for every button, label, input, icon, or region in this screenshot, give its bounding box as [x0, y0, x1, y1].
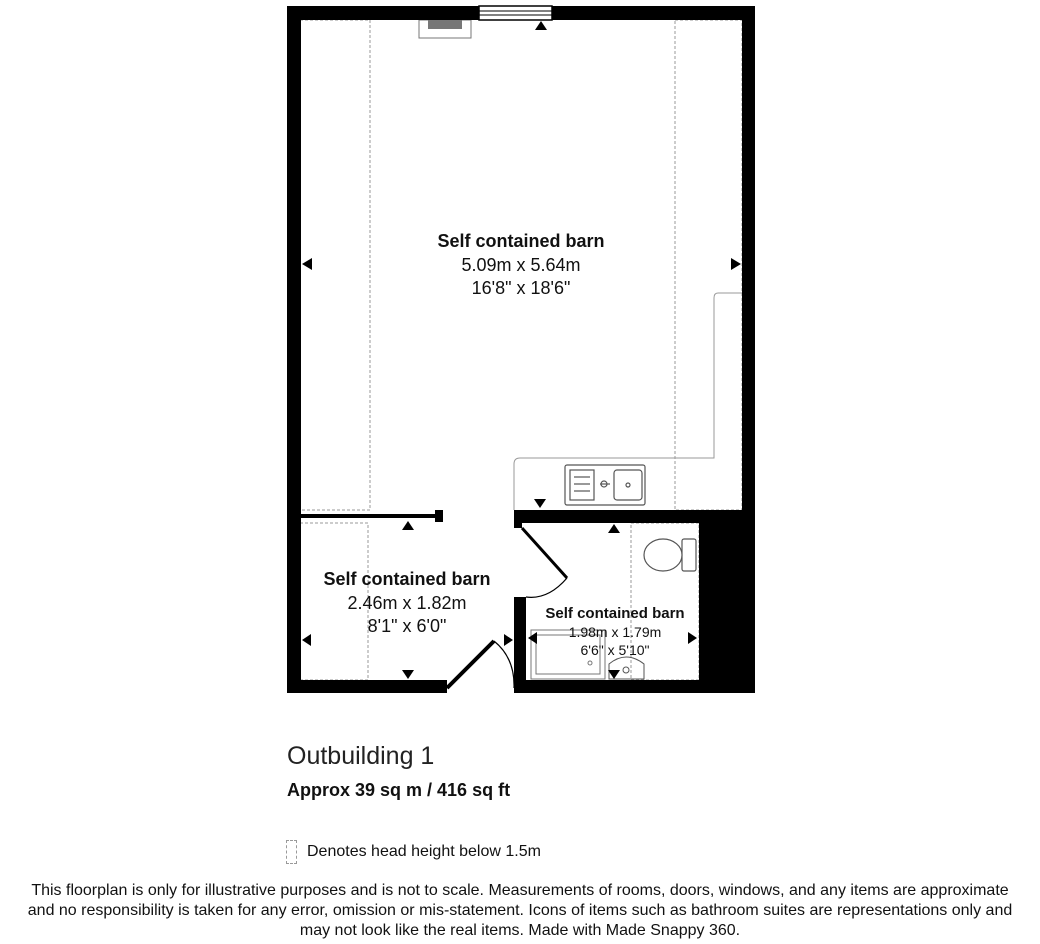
room-label-main: [437, 231, 604, 298]
room-imperial: 16'8" x 18'6": [471, 278, 571, 298]
disclaimer-line: and no responsibility is taken for any error, omission or mis-statement. Icons of items such as bathroom suites are representations only and: [27, 902, 1013, 919]
wall-bathroom-right: [699, 510, 755, 693]
disclaimer-line: may not look like the real items. Made with Made Snappy 360.: [299, 922, 741, 939]
window: [479, 6, 552, 20]
arrow-down-icon: [608, 670, 620, 679]
room-metric: 5.09m x 5.64m: [461, 255, 581, 275]
room-imperial: 6'6" x 5'10": [580, 642, 650, 658]
room-imperial: 8'1" x 6'0": [367, 616, 447, 636]
kitchen-sink-icon: [565, 465, 645, 505]
wall-partition-left: [301, 514, 439, 518]
wall-left: [287, 6, 301, 693]
arrow-down-icon: [402, 670, 414, 679]
door-entrance: [447, 641, 514, 688]
walls: [287, 6, 755, 693]
arrow-up-icon: [608, 524, 620, 533]
arrow-left-icon: [302, 258, 312, 270]
wall-bathroom-left: [514, 597, 526, 693]
arrow-down-icon: [534, 499, 546, 508]
room-name: Self contained barn: [545, 605, 685, 622]
room-metric: 1.98m x 1.79m: [568, 624, 662, 640]
door-bathroom: [522, 528, 567, 597]
wall-top-right: [552, 6, 755, 20]
arrow-right-icon: [688, 632, 697, 644]
wall-shower-stub: [514, 510, 522, 528]
room-name: Self contained barn: [323, 569, 491, 589]
room-metric: 2.46m x 1.82m: [347, 593, 467, 613]
disclaimer: [0, 881, 1040, 941]
building-area: Approx 39 sq m / 416 sq ft: [287, 780, 511, 800]
wall-bottom-left: [287, 680, 447, 693]
arrow-left-icon: [302, 634, 311, 646]
room-label-lobby: [323, 569, 490, 636]
toilet-icon: [644, 539, 696, 571]
room-label-bathroom: [545, 605, 684, 658]
disclaimer-line: This floorplan is only for illustrative purposes and is not to scale. Measurements of rooms, doors, windows, and any items are approximate: [31, 882, 1009, 899]
arrow-left-icon: [528, 632, 537, 644]
arrow-right-icon: [504, 634, 513, 646]
fireplace-icon: [419, 20, 471, 38]
kitchen-worktop: [514, 293, 742, 510]
dashed-rectangle-icon: [286, 840, 297, 864]
arrow-up-icon: [535, 21, 547, 30]
legend-text: Denotes head height below 1.5m: [307, 843, 541, 860]
wall-top-left: [287, 6, 479, 20]
building-title: Outbuilding 1: [287, 742, 435, 770]
room-name: Self contained barn: [437, 231, 605, 251]
arrow-up-icon: [402, 521, 414, 530]
arrow-right-icon: [731, 258, 741, 270]
legend: [286, 840, 541, 864]
wall-partition-cap: [435, 510, 443, 522]
